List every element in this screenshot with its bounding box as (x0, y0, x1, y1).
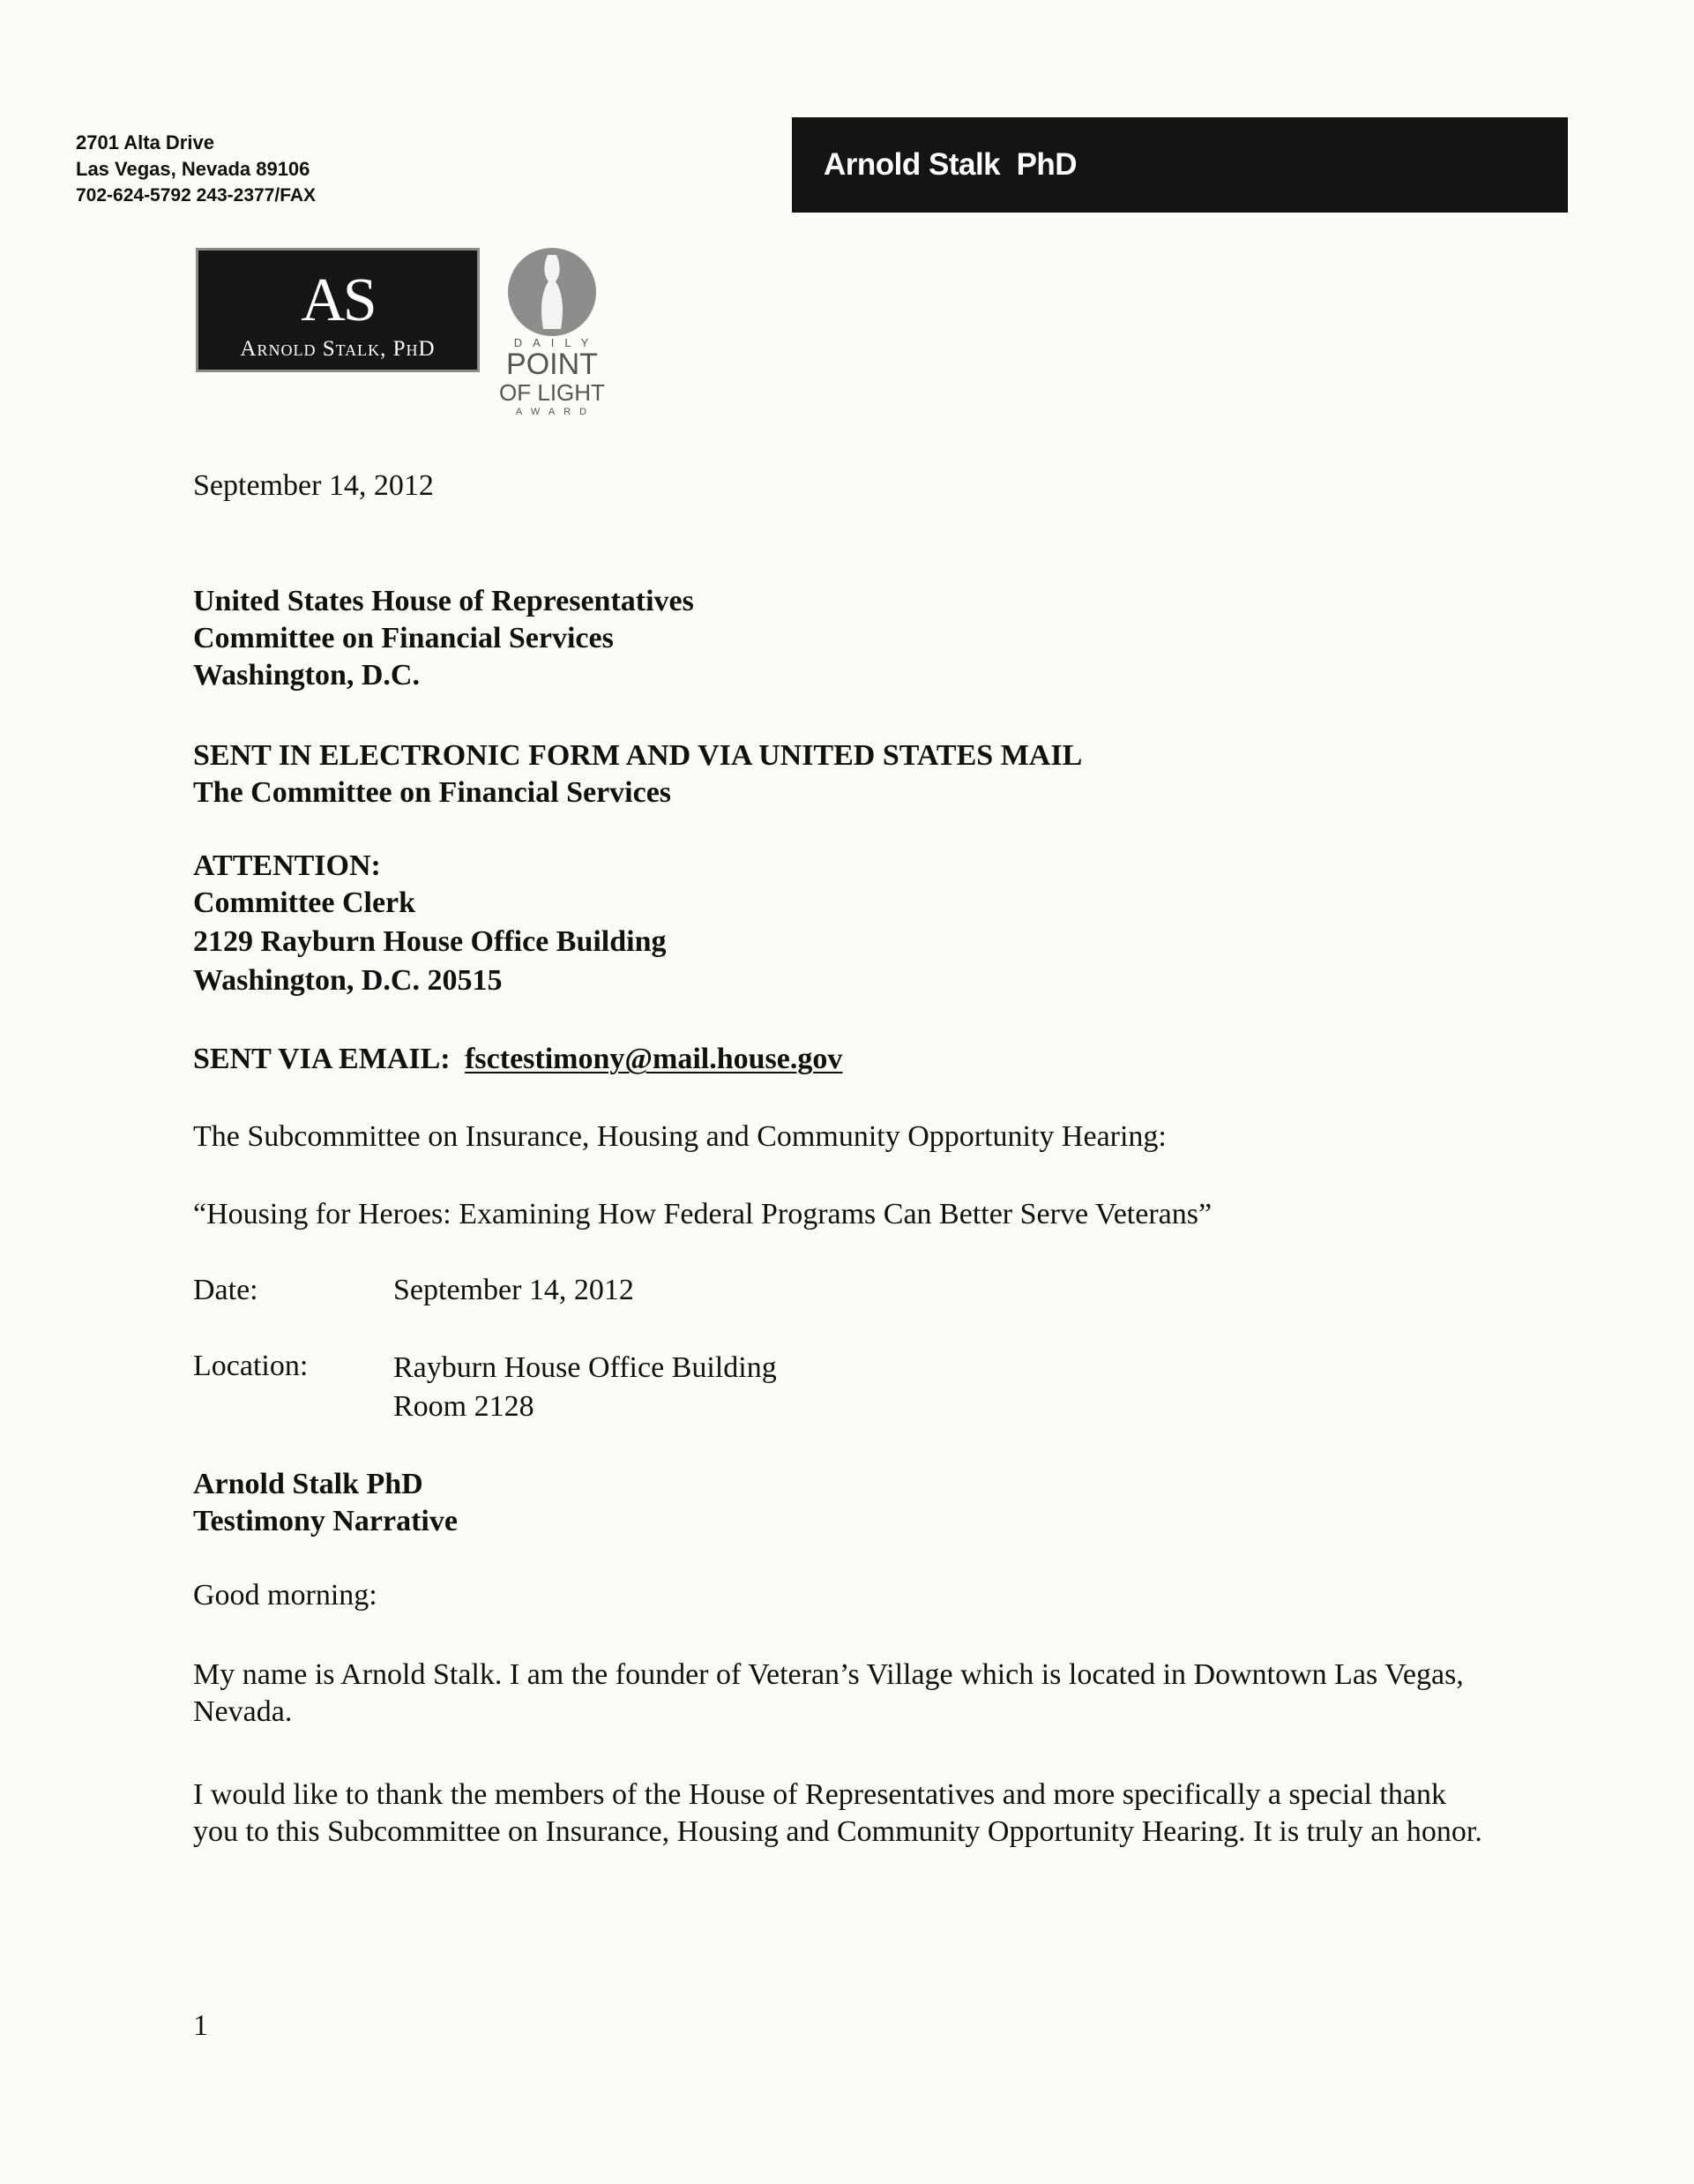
attention-line2: 2129 Rayburn House Office Building (193, 925, 667, 958)
as-logo (196, 248, 480, 372)
name-bar-text: Arnold Stalk PhD (824, 147, 1078, 182)
name-bar (792, 117, 1568, 213)
page-number: 1 (193, 2009, 208, 2042)
hearing-location-line2: Room 2128 (393, 1390, 534, 1423)
recipient-line1: United States House of Representatives (193, 585, 694, 617)
testimony-greeting: Good morning: (193, 1579, 377, 1612)
as-logo-monogram: AS (301, 266, 375, 334)
sent-notice-line1: SENT IN ELECTRONIC FORM AND VIA UNITED STATES MAIL (193, 739, 1083, 772)
testimony-paragraph-1: My name is Arnold Stalk. I am the founder of Veteran’s Village which is located in Downtown Las Vegas, Nevada. (193, 1658, 1464, 1728)
attention-line1: Committee Clerk (193, 886, 416, 919)
hearing-location-line1: Rayburn House Office Building (393, 1351, 777, 1384)
attention-line3: Washington, D.C. 20515 (193, 964, 503, 997)
recipient-line3: Washington, D.C. (193, 659, 420, 692)
hearing-title: “Housing for Heroes: Examining How Federal Programs Can Better Serve Veterans” (193, 1198, 1213, 1230)
address-phone-fax: 702-624-5792 243-2377/FAX (76, 185, 317, 206)
testimony-paragraph-2: I would like to thank the members of the House of Representatives and more specifically a special thank you to this Subcommittee on Insurance, Housing and Community Opportunity Hearing. It is truly an honor. (193, 1778, 1482, 1848)
sent-notice-line2: The Committee on Financial Services (193, 776, 672, 809)
testimony-name: Arnold Stalk PhD (193, 1468, 423, 1500)
point-of-light-emblem-icon (499, 248, 605, 336)
letterhead-address (76, 130, 316, 209)
letter-date: September 14, 2012 (193, 469, 434, 502)
hearing-subcommittee: The Subcommittee on Insurance, Housing and Community Opportunity Hearing: (193, 1120, 1167, 1153)
email-address-link[interactable]: fsctestimony@mail.house.gov (465, 1043, 843, 1075)
hearing-location-label: Location: (193, 1350, 309, 1382)
email-label: SENT VIA EMAIL: (193, 1043, 451, 1075)
email-line (193, 1041, 842, 1078)
hearing-date-value: September 14, 2012 (393, 1274, 634, 1306)
award-logo-line2: POINT (506, 348, 598, 381)
award-logo-line4: AWARD (515, 407, 596, 417)
attention-heading: ATTENTION: (193, 849, 381, 882)
award-logo-line3: OF LIGHT (499, 379, 605, 406)
address-city: Las Vegas, Nevada 89106 (76, 158, 310, 180)
address-street: 2701 Alta Drive (76, 131, 214, 153)
recipient-line2: Committee on Financial Services (193, 622, 614, 654)
as-logo-name: Arnold Stalk, PhD (240, 337, 436, 361)
point-of-light-award-logo (499, 248, 605, 421)
hearing-date-label: Date: (193, 1274, 258, 1306)
testimony-subtitle: Testimony Narrative (193, 1505, 458, 1537)
award-logo-line1: DAILY (513, 336, 600, 349)
